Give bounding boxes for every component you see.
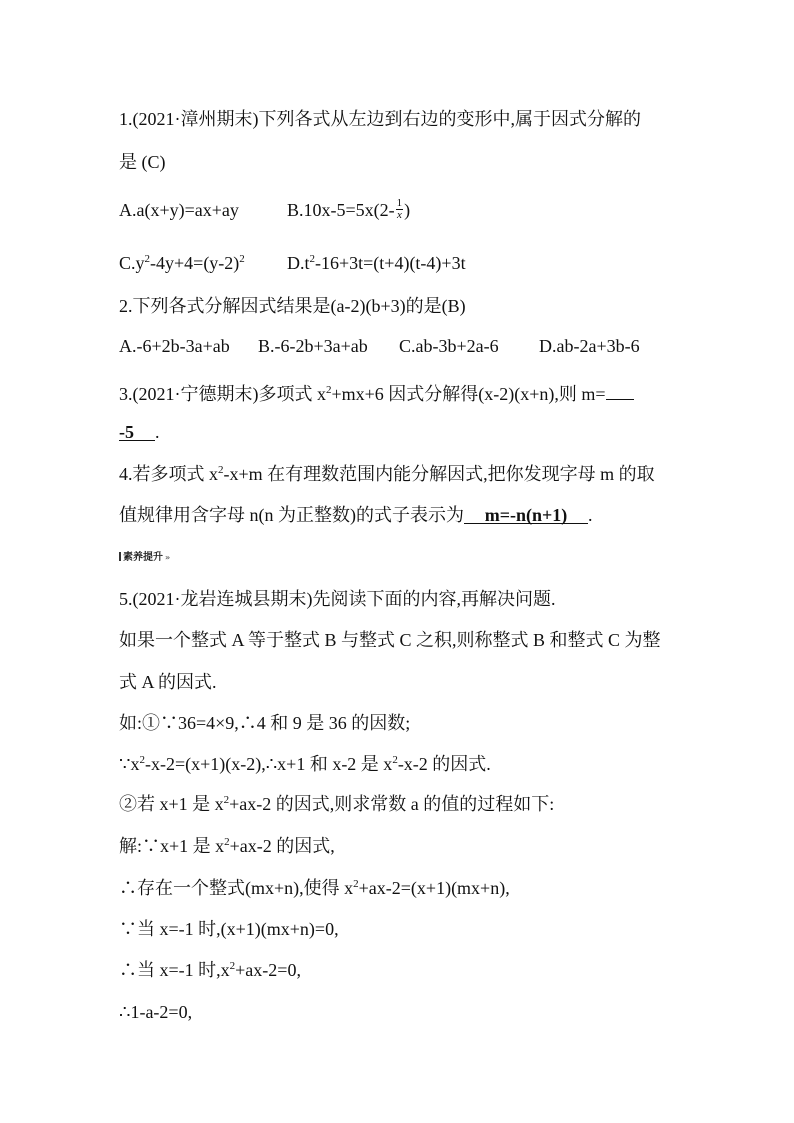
- q5-solution-1: 解:∵x+1 是 $x^2+ax-2$ 的因式,: [119, 836, 335, 856]
- q5-example-2: ②若 x+1 是 $x^2+ax-2$ 的因式,则求常数 a 的值的过程如下:: [119, 794, 555, 814]
- q3-blank-start: [606, 379, 634, 400]
- q5-example-1b: $\because x^2-x-2=(x+1)(x-2),\therefore x+1$ 和 x-2 是 $x^2-x-2$ 的因式.: [119, 754, 491, 774]
- q1-options-row1: [119, 198, 239, 222]
- q4-stem-line1: 4.若多项式 $x^2-x+m$ 在有理数范围内能分解因式,把你发现字母 m 的取: [119, 464, 655, 484]
- q1-option-a: A.a(x+y)=ax+ay: [119, 200, 239, 220]
- q2-option-d: D.ab-2a+3b-6: [539, 336, 640, 356]
- q5-example-1: 如:①∵36=4×9,∴4 和 9 是 36 的因数;: [119, 713, 411, 733]
- q1-option-c: $C.y^2-4y+4=(y-2)^2$: [119, 253, 245, 273]
- q5-solution-2: ∴存在一个整式(mx+n),使得 $x^2+ax-2=(x+1)(mx+n)$,: [119, 878, 510, 898]
- q3-stem: 3.(2021·宁德期末)多项式 $x^2+mx+6$ 因式分解得(x-2)(x+n),则 m=: [119, 379, 634, 406]
- fraction: $\frac{1}{x}$: [396, 197, 403, 222]
- section-label: 素养提升 »: [119, 548, 170, 563]
- section-bar-icon: [119, 552, 121, 561]
- q5-paragraph-2: 式 A 的因式.: [119, 672, 217, 692]
- q3-answer: -5: [119, 422, 134, 442]
- q3-answer-blank: [119, 420, 155, 441]
- q4-stem-line2: 值规律用含字母 n(n 为正整数)的式子表示为 m=-n(n+1) .: [119, 505, 593, 525]
- q4-answer: m=-n(n+1): [484, 505, 568, 525]
- q5-solution-4: ∴当 x=-1 时$,x^2+ax-2=0$,: [119, 960, 301, 980]
- q1-stem-line1: 1.(2021·漳州期末)下列各式从左边到右边的变形中,属于因式分解的: [119, 109, 641, 129]
- q5-solution-3: ∵当 x=-1 时,(x+1)(mx+n)=0,: [119, 919, 339, 939]
- q2-option-b: B.-6-2b+3a+ab: [258, 336, 368, 356]
- q4-answer-blank: [464, 503, 588, 524]
- q1-option-d: $D.t^2-16+3t=(t+4)(t-4)+3t$: [287, 253, 466, 273]
- q1-option-b: B.10x-5=5x(2- $\frac{1}{x}$ ): [287, 197, 411, 222]
- q2-option-c: C.ab-3b+2a-6: [399, 336, 499, 356]
- q5-stem: 5.(2021·龙岩连城县期末)先阅读下面的内容,再解决问题.: [119, 589, 556, 609]
- q3-answer-line: -5 .: [119, 422, 160, 442]
- q5-paragraph-1: 如果一个整式 A 等于整式 B 与整式 C 之积,则称整式 B 和整式 C 为整: [119, 630, 661, 650]
- double-chevron-icon: »: [165, 553, 171, 562]
- q2-stem: 2.下列各式分解因式结果是(a-2)(b+3)的是(B): [119, 296, 466, 316]
- q2-option-a: A.-6+2b-3a+ab: [119, 336, 230, 356]
- q5-solution-5: ∴1-a-2=0,: [119, 1002, 193, 1022]
- q1-stem-line2: 是 (C): [119, 152, 166, 172]
